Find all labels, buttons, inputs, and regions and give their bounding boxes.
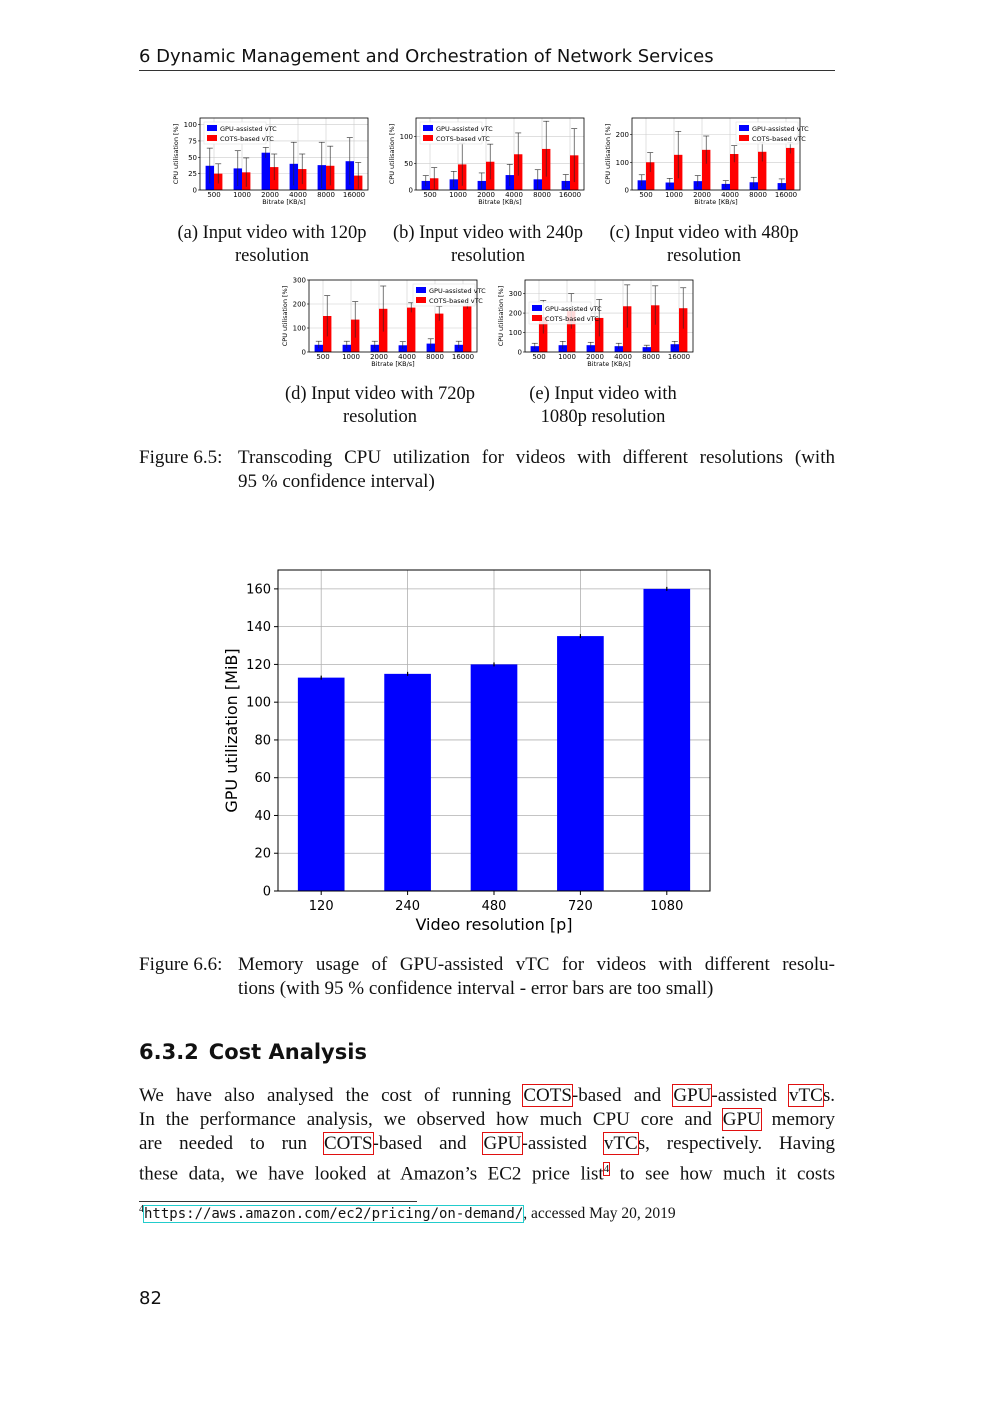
subcaption-line: (a) Input video with 120p (177, 223, 367, 243)
text-run: memory (760, 1109, 835, 1130)
cots-bar (786, 148, 794, 190)
x-tick-label: 16000 (774, 191, 798, 199)
subcaption-line: resolution (667, 246, 741, 266)
paragraph-line (139, 1132, 835, 1156)
legend (420, 122, 493, 144)
x-tick-label: 1080 (650, 899, 684, 914)
footnote-text: , accessed May 20, 2019 (523, 1205, 676, 1223)
legend-swatch-gpu (532, 305, 542, 311)
legend (736, 122, 809, 144)
figure-6-6-chart (215, 560, 725, 940)
x-tick-label: 16000 (342, 191, 366, 199)
y-tick-label: 75 (188, 137, 197, 146)
footnote-rule (139, 1201, 417, 1202)
section-heading (139, 1040, 367, 1064)
subcaption-line: resolution (235, 246, 309, 266)
acronym-link-gpu[interactable]: GPU (483, 1133, 522, 1154)
figure-label: Figure 6.5: (139, 447, 223, 468)
caption-line: Transcoding CPU utilization for videos with different resolutions (with (238, 447, 835, 468)
legend-label-cots: COTS-based vTC (220, 135, 274, 143)
page-number: 82 (139, 1288, 162, 1309)
y-tick-label: 20 (254, 846, 271, 862)
x-axis-label: Video resolution [p] (415, 915, 573, 934)
text-run: -assisted (521, 1133, 604, 1154)
x-tick-label: 500 (639, 191, 653, 199)
text-run: -based and (372, 1133, 484, 1154)
subcaption-line: (e) Input video with (529, 384, 677, 404)
legend-swatch-gpu (423, 125, 433, 131)
legend-label-cots: COTS-based vTC (436, 135, 490, 143)
text-run: s. (822, 1085, 835, 1106)
x-tick-label: 1000 (342, 353, 360, 361)
x-tick-label: 16000 (451, 353, 475, 361)
subfigure-d-chart (277, 278, 487, 370)
x-tick-label: 8000 (426, 353, 444, 361)
gpu-bar (262, 153, 270, 190)
x-tick-label: 500 (423, 191, 437, 199)
x-tick-label: 480 (481, 899, 507, 914)
section-number: 6.3.2 (139, 1040, 199, 1064)
subfigure-e-caption (497, 383, 709, 429)
paragraph-line (139, 1156, 835, 1186)
text-run: s, respectively. Having (637, 1133, 835, 1154)
x-tick-label: 16000 (558, 191, 582, 199)
x-tick-label: 240 (395, 899, 421, 914)
footnote-link[interactable]: 4 (603, 1163, 610, 1175)
y-tick-label: 0 (262, 884, 271, 900)
mini-chart-svg (493, 278, 703, 370)
footnote (139, 1204, 676, 1223)
footnote-url-link[interactable]: https://aws.amazon.com/ec2/pricing/on-demand/ (144, 1206, 524, 1223)
x-tick-label: 1000 (558, 353, 576, 361)
y-tick-label: 100 (399, 133, 413, 142)
x-axis-label: Bitrate [KB/s] (371, 360, 415, 368)
y-tick-label: 60 (254, 771, 271, 787)
x-tick-label: 4000 (289, 191, 307, 199)
footnote-mark: 4 (139, 1204, 144, 1215)
legend-swatch-cots (207, 135, 217, 141)
subfigure-d-caption (273, 383, 487, 429)
figure-6-5-caption (139, 446, 835, 494)
x-tick-label: 4000 (505, 191, 523, 199)
legend-label-cots: COTS-based vTC (429, 297, 483, 305)
y-axis-label: CPU utilisation [%] (497, 285, 505, 347)
subcaption-line: (b) Input video with 240p (392, 223, 584, 243)
subfigure-b-caption (382, 222, 594, 268)
x-tick-label: 500 (316, 353, 330, 361)
y-tick-label: 100 (183, 121, 197, 130)
y-tick-label: 200 (508, 309, 522, 318)
gpu-memory-bar (557, 636, 604, 891)
y-tick-label: 300 (292, 276, 306, 285)
gpu-memory-bar (298, 678, 345, 891)
subcaption-line: resolution (451, 246, 525, 266)
mini-chart-svg (277, 278, 487, 370)
section-title: Cost Analysis (208, 1040, 367, 1064)
x-tick-label: 4000 (721, 191, 739, 199)
main-chart-svg (215, 560, 725, 940)
y-axis-label: CPU utilisation [%] (388, 123, 396, 185)
x-tick-label: 2000 (370, 353, 388, 361)
text-run: -based and (571, 1085, 674, 1106)
mini-chart-svg (600, 116, 810, 208)
text-run: -assisted (711, 1085, 790, 1106)
x-axis-label: Bitrate [KB/s] (694, 198, 738, 206)
y-tick-label: 50 (404, 159, 413, 168)
y-tick-label: 40 (254, 808, 271, 824)
y-tick-label: 25 (188, 170, 197, 179)
x-tick-label: 4000 (614, 353, 632, 361)
y-tick-label: 0 (301, 348, 306, 357)
figure-label: Figure 6.6: (139, 954, 223, 975)
legend-swatch-cots (532, 315, 542, 321)
x-tick-label: 500 (532, 353, 546, 361)
subfigure-e-chart (493, 278, 703, 370)
legend-label-cots: COTS-based vTC (752, 135, 806, 143)
subcaption-line: (d) Input video with 720p (284, 384, 476, 404)
x-axis-label: Bitrate [KB/s] (587, 360, 631, 368)
caption-line: Memory usage of GPU-assisted vTC for videos with different resolu- (238, 954, 835, 975)
legend-swatch-cots (423, 135, 433, 141)
y-tick-label: 50 (188, 153, 197, 162)
legend (413, 284, 486, 306)
subfigure-a-caption (166, 222, 378, 268)
y-tick-label: 80 (254, 733, 271, 749)
legend-swatch-gpu (207, 125, 217, 131)
subcaption-line: (c) Input video with 480p (609, 223, 799, 243)
y-tick-label: 0 (192, 186, 197, 195)
legend-label-gpu: GPU-assisted vTC (429, 287, 486, 295)
acronym-link-gpu[interactable]: GPU (722, 1109, 761, 1130)
acronym-link-gpu[interactable]: GPU (673, 1085, 712, 1106)
gpu-memory-bar (471, 664, 518, 891)
legend-swatch-cots (416, 297, 426, 303)
x-tick-label: 500 (207, 191, 221, 199)
y-tick-label: 200 (615, 131, 629, 140)
x-tick-label: 16000 (667, 353, 691, 361)
x-tick-label: 8000 (317, 191, 335, 199)
x-tick-label: 1000 (665, 191, 683, 199)
body-paragraph (139, 1084, 835, 1186)
legend-swatch-gpu (739, 125, 749, 131)
cots-bar (407, 308, 415, 352)
y-axis-label: CPU utilisation [%] (281, 285, 289, 347)
legend-label-gpu: GPU-assisted vTC (545, 305, 602, 313)
x-tick-label: 720 (567, 899, 593, 914)
subfigure-c-caption (598, 222, 810, 268)
x-tick-label: 2000 (586, 353, 604, 361)
cots-bar (463, 306, 471, 352)
legend-swatch-cots (739, 135, 749, 141)
x-axis-label: Bitrate [KB/s] (478, 198, 522, 206)
x-axis-label: Bitrate [KB/s] (262, 198, 306, 206)
subfigure-c-chart (600, 116, 810, 208)
text-run: In the performance analysis, we observed how much CPU core and (139, 1109, 723, 1130)
y-tick-label: 100 (246, 695, 271, 711)
y-tick-label: 300 (508, 290, 522, 299)
y-tick-label: 120 (246, 657, 271, 673)
figure-6-6-caption (139, 953, 835, 1001)
acronym-link-cots[interactable]: COTS (323, 1133, 373, 1154)
x-tick-label: 2000 (693, 191, 711, 199)
y-axis-label: GPU utilization [MiB] (222, 648, 241, 813)
x-tick-label: 1000 (449, 191, 467, 199)
acronym-link-vtc[interactable]: vTC (789, 1085, 823, 1106)
text-run: to see how much it costs (609, 1163, 835, 1185)
acronym-link-vtc[interactable]: vTC (603, 1133, 638, 1154)
y-tick-label: 0 (517, 348, 522, 357)
subfigure-a-chart (168, 116, 378, 208)
gpu-memory-bar (643, 589, 690, 891)
caption-line: tions (with 95 % confidence interval - error bars are too small) (238, 978, 714, 999)
paragraph-line (139, 1084, 835, 1108)
paragraph-line (139, 1108, 835, 1132)
y-tick-label: 100 (508, 329, 522, 338)
running-header: 6 Dynamic Management and Orchestration of Network Services (139, 46, 835, 71)
y-tick-label: 0 (408, 186, 413, 195)
x-tick-label: 4000 (398, 353, 416, 361)
legend-label-gpu: GPU-assisted vTC (436, 125, 493, 133)
y-tick-label: 100 (615, 158, 629, 167)
acronym-link-cots[interactable]: COTS (523, 1085, 572, 1106)
y-tick-label: 160 (246, 582, 271, 598)
x-tick-label: 8000 (749, 191, 767, 199)
legend-swatch-gpu (416, 287, 426, 293)
x-tick-label: 8000 (533, 191, 551, 199)
x-tick-label: 8000 (642, 353, 660, 361)
y-tick-label: 140 (246, 620, 271, 636)
x-tick-label: 120 (308, 899, 334, 914)
y-axis-label: CPU utilisation [%] (604, 123, 612, 185)
legend-label-gpu: GPU-assisted vTC (220, 125, 277, 133)
y-tick-label: 200 (292, 300, 306, 309)
text-run: these data, we have looked at Amazon’s EC2 price list (139, 1163, 604, 1185)
mini-chart-svg (168, 116, 378, 208)
mini-chart-svg (384, 116, 594, 208)
y-tick-label: 0 (624, 186, 629, 195)
x-tick-label: 2000 (477, 191, 495, 199)
text-run: We have also analysed the cost of running (139, 1085, 524, 1106)
x-tick-label: 2000 (261, 191, 279, 199)
subcaption-line: 1080p resolution (540, 407, 666, 427)
text-run: are needed to run (139, 1133, 324, 1154)
subfigure-b-chart (384, 116, 594, 208)
caption-line: 95 % confidence interval) (238, 471, 435, 492)
y-axis-label: CPU utilisation [%] (172, 123, 180, 185)
y-tick-label: 100 (292, 324, 306, 333)
legend-label-gpu: GPU-assisted vTC (752, 125, 809, 133)
subcaption-line: resolution (343, 407, 417, 427)
x-tick-label: 1000 (233, 191, 251, 199)
legend (529, 302, 602, 324)
legend-label-cots: COTS-based vTC (545, 315, 599, 323)
legend (204, 122, 277, 144)
gpu-memory-bar (384, 674, 431, 891)
